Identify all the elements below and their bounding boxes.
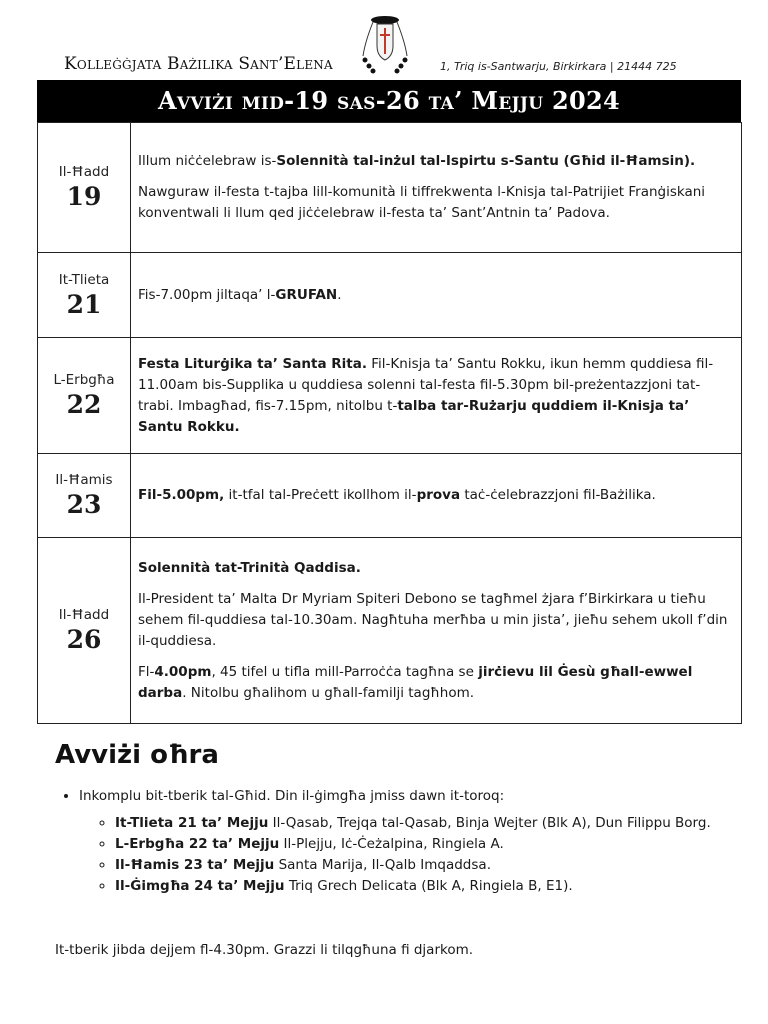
list-item — [115, 813, 715, 834]
notice-paragraph — [138, 354, 733, 438]
schedule-row — [38, 538, 742, 724]
notice-text: , 45 tifel u tifla mill-Parroċċa tagħna se — [211, 663, 479, 680]
notice-cell — [131, 454, 742, 538]
day-number: 26 — [66, 625, 102, 654]
weekly-schedule-table — [37, 122, 742, 724]
notice-text: taċ-ċelebrazzjoni fil-Bażilika. — [460, 487, 656, 503]
notice-cell — [131, 123, 742, 253]
notice-cell — [131, 338, 742, 454]
notice-text: Fl- — [138, 663, 155, 680]
blessing-date: Il-Ġimgħa 24 ta’ Mejju — [115, 878, 285, 894]
notice-text: it-tfal tal-Preċett ikollhom il- — [224, 487, 417, 503]
notice-text: . Nitolbu għalihom u għall-familji tagħhom. — [182, 684, 475, 701]
notice-text: Illum niċċelebraw is- — [138, 153, 277, 169]
notice-highlight: Solennità tat-Trinità Qaddisa. — [138, 559, 361, 576]
coat-of-arms-icon — [355, 12, 415, 76]
notice-highlight: talba tar-Rużarju quddiem il-Knisja ta’ Santu Rokku. — [138, 397, 690, 435]
blessing-streets: Il-Qasab, Trejqa tal-Qasab, Binja Wejter (Blk A), Dun Filippu Borg. — [272, 815, 711, 831]
blessing-date: L-Erbgħa 22 ta’ Mejju — [115, 836, 280, 852]
notice-paragraph — [138, 589, 733, 652]
notice-paragraph — [138, 558, 733, 579]
list-item — [115, 855, 715, 876]
notice-text: Fis-7.00pm jiltaqa’ l- — [138, 286, 276, 303]
list-item — [115, 876, 715, 897]
day-number: 21 — [66, 289, 102, 319]
blessing-footer-note: It-tberik jibda dejjem fl-4.30pm. Grazzi li tilqgħuna fi djarkom. — [55, 942, 474, 958]
schedule-row — [38, 454, 742, 538]
notice-highlight: Solennità tal-inżul tal-Ispirtu s-Santu (Għid il-Ħamsin). — [276, 153, 696, 169]
notice-cell — [131, 253, 742, 338]
day-cell — [38, 123, 131, 253]
notice-highlight: GRUFAN — [275, 286, 338, 303]
blessing-streets: Santa Marija, Il-Qalb Imqaddsa. — [278, 857, 491, 873]
day-name: Il-Ħadd — [58, 607, 110, 623]
notice-paragraph — [138, 662, 733, 704]
other-notices-list — [55, 786, 715, 897]
blessing-streets: Il-Plejju, Iċ-Ċeżalpina, Ringiela A. — [283, 836, 504, 852]
notices-title-banner: Avviżi mid-19 sas-26 ta’ Mejju 2024 — [37, 80, 741, 122]
notice-paragraph — [138, 285, 733, 306]
blessing-date: Il-Ħamis 23 ta’ Mejju — [115, 857, 275, 873]
blessing-intro: Inkomplu bit-tberik tal-Għid. Din il-ġimgħa jmiss dawn it-toroq: — [79, 788, 505, 804]
blessing-date: It-Tlieta 21 ta’ Mejju — [115, 815, 269, 831]
parish-address: 1, Triq is-Santwarju, Birkirkara | 21444 725 — [440, 60, 677, 73]
notice-paragraph — [138, 485, 733, 506]
notice-highlight: Fil-5.00pm, — [138, 487, 225, 503]
day-number: 23 — [66, 490, 102, 519]
day-number: 22 — [66, 390, 102, 419]
day-name: Il-Ħamis — [55, 472, 113, 488]
notice-text: Il-President ta’ Malta Dr Myriam Spiteri Debono se tagħmel żjara f’Birkirkara u tieħu sehem fil-quddiesa tal-10.30am. Nagħtuha merħba u min jista’, jieħu sehem ukoll f’din il-quddiesa. — [138, 590, 728, 649]
schedule-row — [38, 253, 742, 338]
page-header — [0, 0, 768, 80]
notice-cell — [131, 538, 742, 724]
day-name: Il-Ħadd — [58, 164, 110, 180]
notice-text: Nawguraw il-festa t-tajba lill-komunità li tiffrekwenta l-Knisja tal-Patrijiet Franġiskani konventwali li llum qed jiċċelebraw il-festa ta’ Sant’Antnin ta’ Padova. — [138, 184, 706, 221]
day-cell — [38, 338, 131, 454]
other-notices-heading: Avviżi oħra — [55, 740, 219, 770]
notice-text: . — [337, 286, 342, 303]
org-name: Kolleġġjata Bażilika Sant’Elena — [64, 54, 333, 74]
notice-highlight: jirċievu lil Ġesù għall-ewwel darba — [138, 663, 693, 701]
notice-text: Fil-Knisja ta’ Santu Rokku, ikun hemm quddiesa fil-11.00am bis-Supplika u quddiesa solenni tal-festa fil-5.30pm bil-preżentazzjoni tat-trabi. Imbagħad, fis-7.15pm, nitolbu t- — [138, 355, 714, 414]
notice-highlight: Festa Liturġika ta’ Santa Rita. — [138, 355, 367, 372]
day-name: L-Erbgħa — [53, 372, 115, 388]
list-item — [79, 786, 715, 897]
schedule-row — [38, 338, 742, 454]
notice-paragraph — [138, 182, 733, 224]
day-cell — [38, 454, 131, 538]
notice-paragraph — [138, 151, 733, 172]
day-cell — [38, 253, 131, 338]
day-cell — [38, 538, 131, 724]
notice-highlight: prova — [416, 487, 461, 503]
list-item — [115, 834, 715, 855]
day-number: 19 — [66, 182, 102, 211]
day-name: It-Tlieta — [58, 271, 110, 288]
notice-highlight: 4.00pm — [154, 663, 212, 680]
schedule-row — [38, 123, 742, 253]
blessing-streets: Triq Grech Delicata (Blk A, Ringiela B, E1). — [288, 878, 573, 894]
